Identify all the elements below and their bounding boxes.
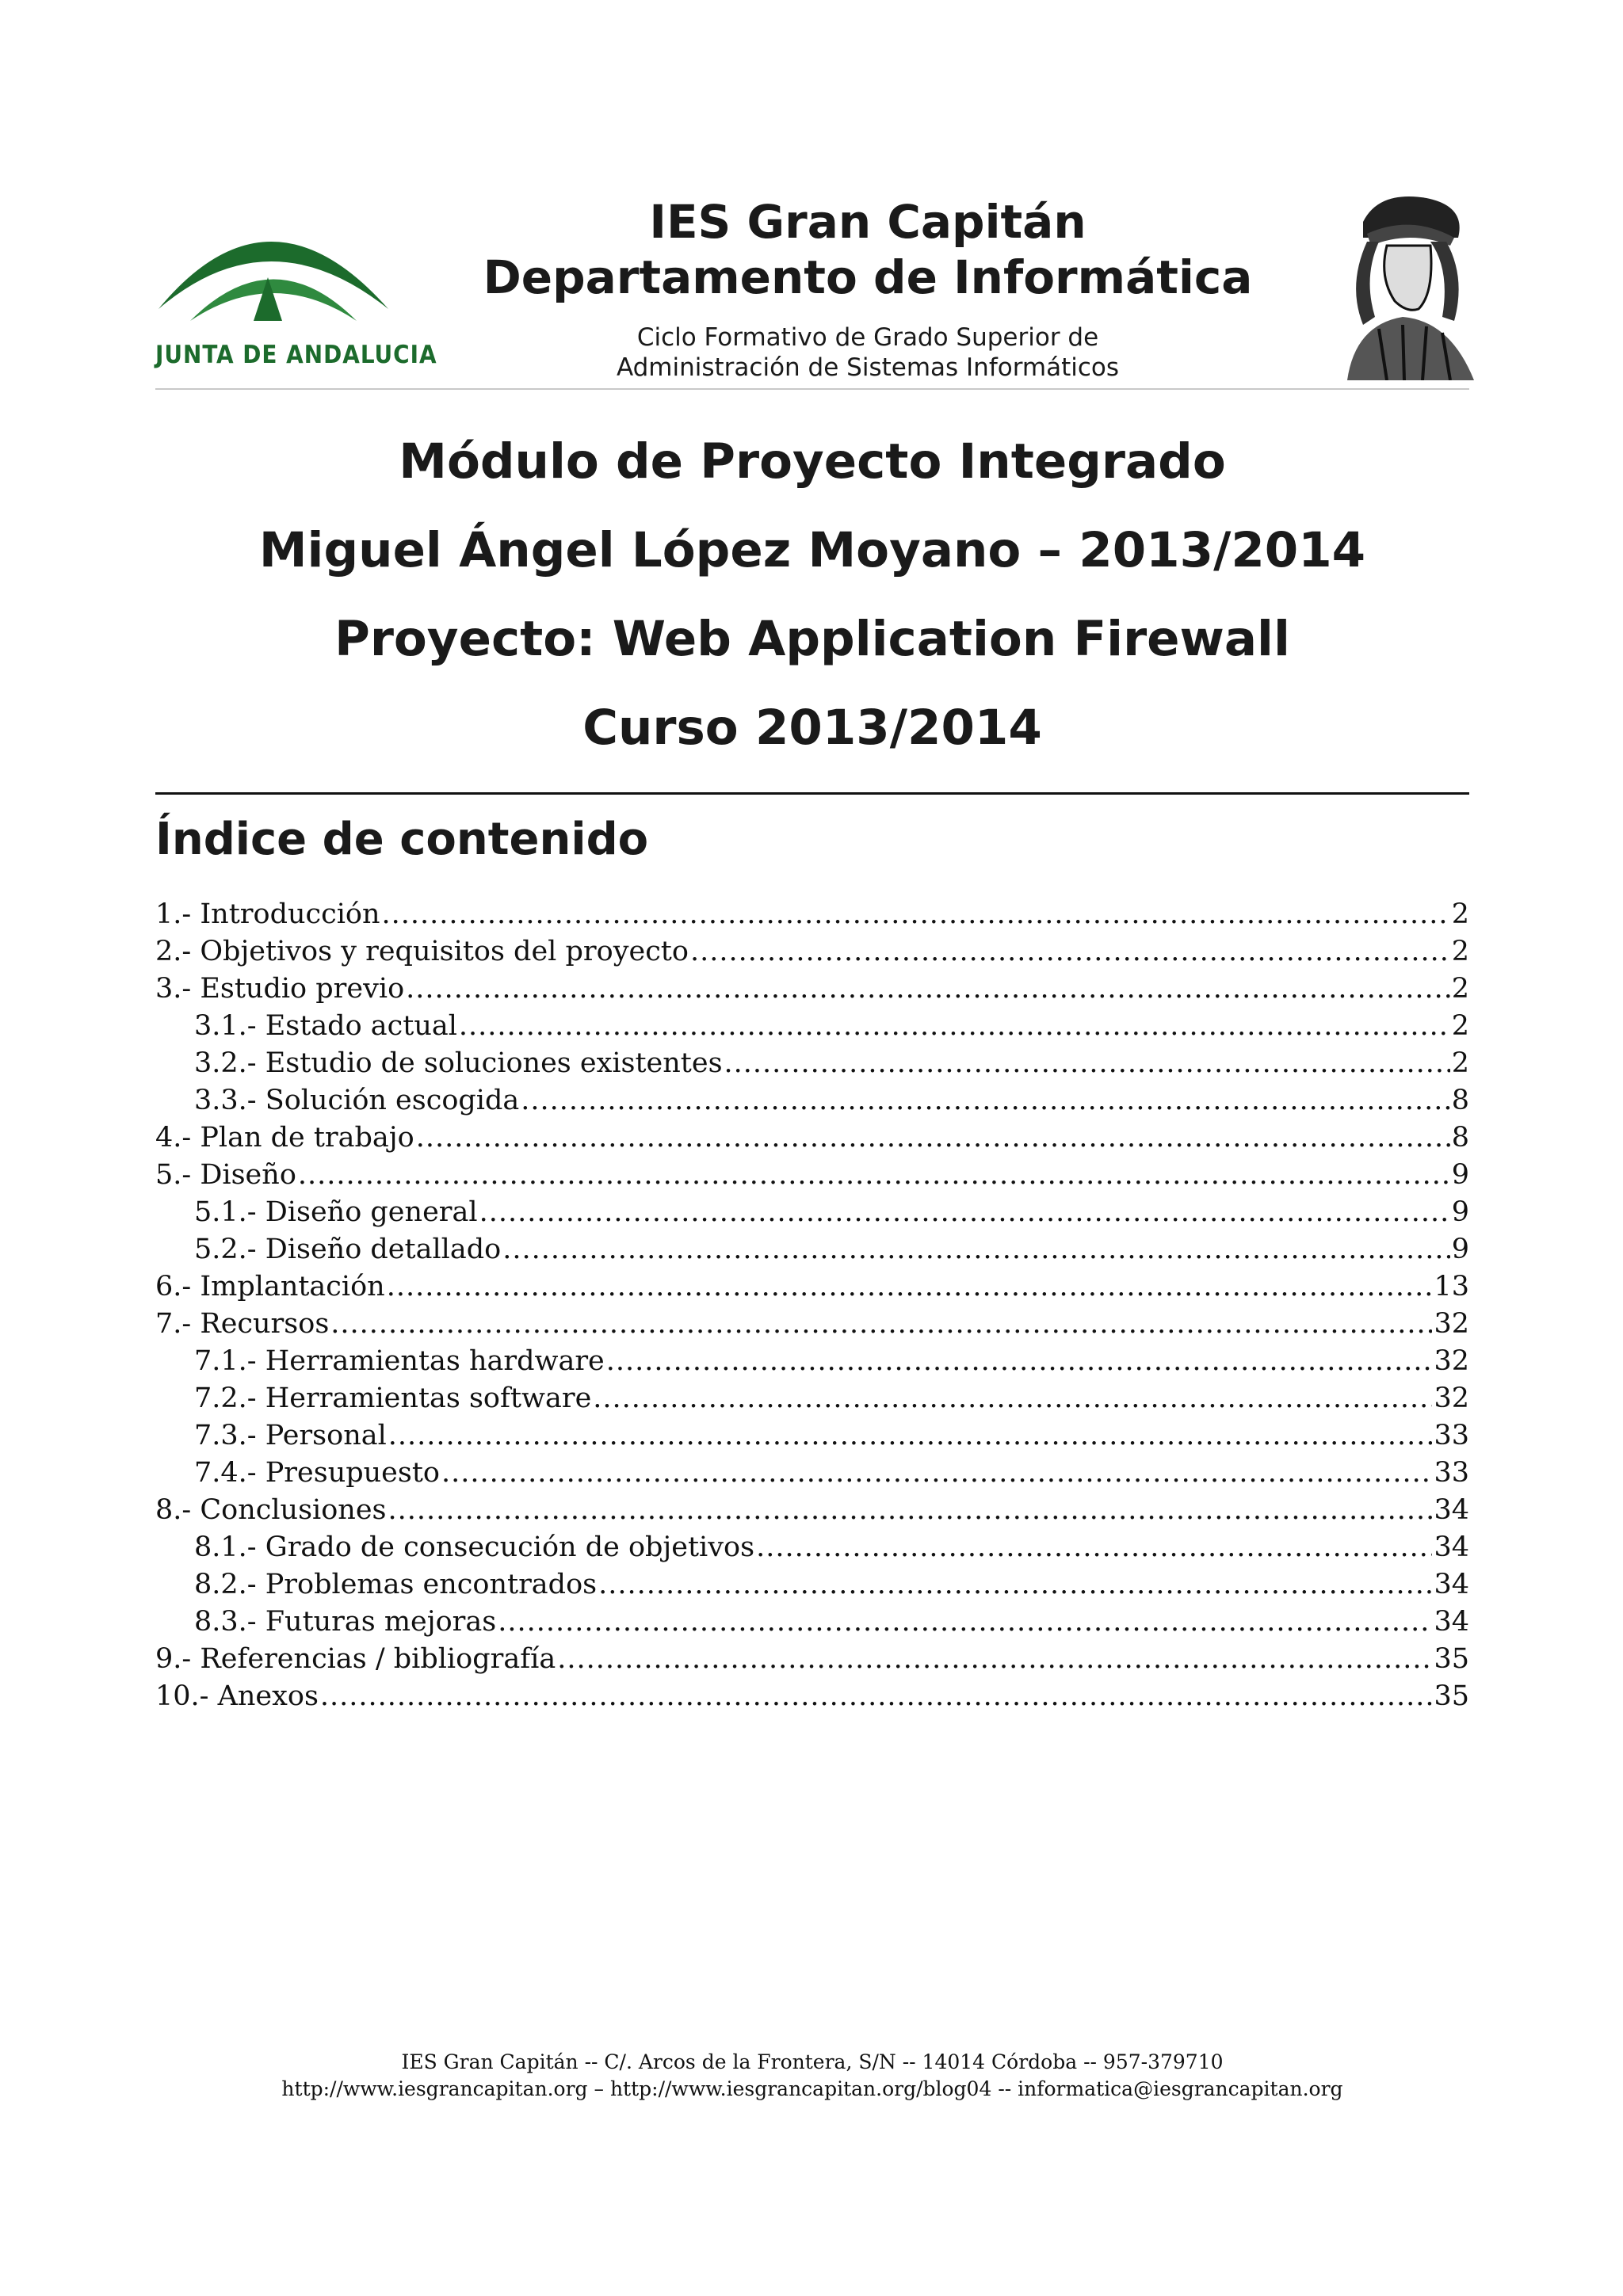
toc-entry-page: 8	[1451, 1085, 1469, 1116]
toc-entry-label: 7.3.- Personal	[194, 1420, 387, 1451]
toc-dot-leader	[330, 1308, 1432, 1340]
toc-entry-label: 5.- Diseño	[155, 1159, 296, 1191]
toc-entry-page: 2	[1451, 1047, 1469, 1079]
toc-dot-leader	[756, 1531, 1432, 1563]
toc-entry-page: 35	[1434, 1680, 1469, 1712]
project-title: Proyecto: Web Application Firewall	[334, 611, 1290, 667]
toc-entry-page: 9	[1451, 1196, 1469, 1228]
toc-entry[interactable]	[155, 936, 1469, 973]
toc-entry-page: 35	[1434, 1643, 1469, 1675]
toc-entry[interactable]	[155, 1680, 1469, 1718]
toc-entry-page: 34	[1434, 1569, 1469, 1600]
toc-entry[interactable]	[155, 1122, 1469, 1159]
toc-dot-leader	[598, 1569, 1432, 1600]
toc-dot-leader	[724, 1047, 1450, 1079]
toc-dot-leader	[382, 898, 1450, 930]
toc-entry-label: 7.1.- Herramientas hardware	[194, 1345, 605, 1377]
toc-entry-page: 2	[1451, 936, 1469, 967]
toc-entry-label: 8.- Conclusiones	[155, 1494, 387, 1526]
junta-arches-icon	[151, 190, 412, 341]
toc-entry-page: 32	[1434, 1308, 1469, 1340]
course-title: Curso 2013/2014	[582, 700, 1042, 756]
toc-entry-label: 8.3.- Futuras mejoras	[194, 1606, 497, 1638]
toc-entry-page: 9	[1451, 1234, 1469, 1265]
toc-entry[interactable]	[155, 1159, 1469, 1196]
document-header	[444, 194, 1292, 383]
toc-entry[interactable]	[155, 1531, 1469, 1569]
section-divider	[155, 792, 1469, 795]
toc-entry-label: 3.1.- Estado actual	[194, 1010, 457, 1042]
toc-dot-leader	[459, 1010, 1450, 1042]
toc-entry[interactable]	[155, 1345, 1469, 1383]
toc-dot-leader	[521, 1085, 1449, 1116]
toc-dot-leader	[406, 973, 1450, 1005]
toc-entry-page: 34	[1434, 1531, 1469, 1563]
toc-entry-page: 8	[1451, 1122, 1469, 1154]
toc-dot-leader	[388, 1420, 1433, 1451]
toc-entry-label: 3.- Estudio previo	[155, 973, 405, 1005]
footer-links: http://www.iesgrancapitan.org – http://www.iesgrancapitan.org/blog04 -- informatica@iesgrancapitan.org	[281, 2077, 1343, 2100]
toc-entry-label: 7.4.- Presupuesto	[194, 1457, 440, 1489]
toc-entry-label: 4.- Plan de trabajo	[155, 1122, 414, 1154]
toc-entry-page: 2	[1451, 898, 1469, 930]
toc-dot-leader	[502, 1234, 1450, 1265]
toc-entry-label: 5.1.- Diseño general	[194, 1196, 478, 1228]
title-block	[155, 418, 1469, 772]
toc-entry[interactable]	[155, 1383, 1469, 1420]
toc-dot-leader	[441, 1457, 1432, 1489]
toc-entry[interactable]	[155, 1010, 1469, 1047]
toc-dot-leader	[320, 1680, 1433, 1712]
portrait-icon	[1331, 190, 1482, 380]
toc-entry-label: 1.- Introducción	[155, 898, 380, 930]
toc-heading: Índice de contenido	[155, 814, 649, 865]
toc-entry-page: 33	[1434, 1420, 1469, 1451]
footer-address: IES Gran Capitán -- C/. Arcos de la Frontera, S/N -- 14014 Córdoba -- 957-379710	[401, 2050, 1224, 2073]
toc-dot-leader	[498, 1606, 1432, 1638]
toc-entry[interactable]	[155, 1308, 1469, 1345]
toc-entry-page: 9	[1451, 1159, 1469, 1191]
toc-entry-page: 34	[1434, 1494, 1469, 1526]
toc-entry-page: 13	[1434, 1271, 1469, 1302]
toc-entry[interactable]	[155, 1271, 1469, 1308]
toc-entry-label: 5.2.- Diseño detallado	[194, 1234, 502, 1265]
toc-dot-leader	[387, 1271, 1433, 1302]
toc-entry-label: 6.- Implantación	[155, 1271, 385, 1302]
logo-text: JUNTA DE ANDALUCIA	[155, 341, 437, 369]
toc-entry[interactable]	[155, 1234, 1469, 1271]
module-title: Módulo de Proyecto Integrado	[399, 433, 1226, 490]
toc-dot-leader	[479, 1196, 1450, 1228]
toc-entry[interactable]	[155, 898, 1469, 936]
toc-entry[interactable]	[155, 1606, 1469, 1643]
toc-dot-leader	[606, 1345, 1433, 1377]
toc-dot-leader	[593, 1383, 1432, 1414]
toc-entry-page: 34	[1434, 1606, 1469, 1638]
toc-entry-label: 9.- Referencias / bibliografía	[155, 1643, 556, 1675]
toc-entry-label: 2.- Objetivos y requisitos del proyecto	[155, 936, 689, 967]
page-footer	[155, 2049, 1469, 2103]
junta-andalucia-logo	[151, 190, 437, 380]
toc-entry-label: 3.3.- Solución escogida	[194, 1085, 520, 1116]
toc-dot-leader	[388, 1494, 1433, 1526]
cycle-line-2: Administración de Sistemas Informáticos	[616, 353, 1120, 382]
toc-entry-page: 32	[1434, 1345, 1469, 1377]
toc-dot-leader	[298, 1159, 1450, 1191]
toc-entry-label: 7.2.- Herramientas software	[194, 1383, 592, 1414]
school-name: IES Gran Capitán	[649, 195, 1086, 249]
table-of-contents	[155, 898, 1469, 1718]
toc-entry[interactable]	[155, 1196, 1469, 1234]
gran-capitan-portrait	[1331, 190, 1482, 380]
toc-entry-label: 7.- Recursos	[155, 1308, 330, 1340]
toc-entry[interactable]	[155, 1457, 1469, 1494]
toc-entry[interactable]	[155, 973, 1469, 1010]
toc-entry-page: 33	[1434, 1457, 1469, 1489]
toc-entry-label: 8.2.- Problemas encontrados	[194, 1569, 598, 1600]
department-name: Departamento de Informática	[483, 250, 1253, 304]
toc-entry-label: 10.- Anexos	[155, 1680, 319, 1712]
toc-entry[interactable]	[155, 1420, 1469, 1457]
toc-dot-leader	[557, 1643, 1432, 1675]
toc-entry-page: 32	[1434, 1383, 1469, 1414]
toc-dot-leader	[690, 936, 1450, 967]
cycle-line-1: Ciclo Formativo de Grado Superior de	[636, 323, 1099, 352]
toc-entry-label: 8.1.- Grado de consecución de objetivos	[194, 1531, 755, 1563]
header-divider	[155, 388, 1469, 390]
toc-entry[interactable]	[155, 1047, 1469, 1085]
toc-entry-label: 3.2.- Estudio de soluciones existentes	[194, 1047, 723, 1079]
toc-entry[interactable]	[155, 1085, 1469, 1122]
author-title: Miguel Ángel López Moyano – 2013/2014	[258, 522, 1366, 578]
toc-entry-page: 2	[1451, 1010, 1469, 1042]
toc-entry-page: 2	[1451, 973, 1469, 1005]
toc-entry[interactable]	[155, 1494, 1469, 1531]
toc-entry[interactable]	[155, 1643, 1469, 1680]
toc-entry[interactable]	[155, 1569, 1469, 1606]
toc-dot-leader	[416, 1122, 1450, 1154]
